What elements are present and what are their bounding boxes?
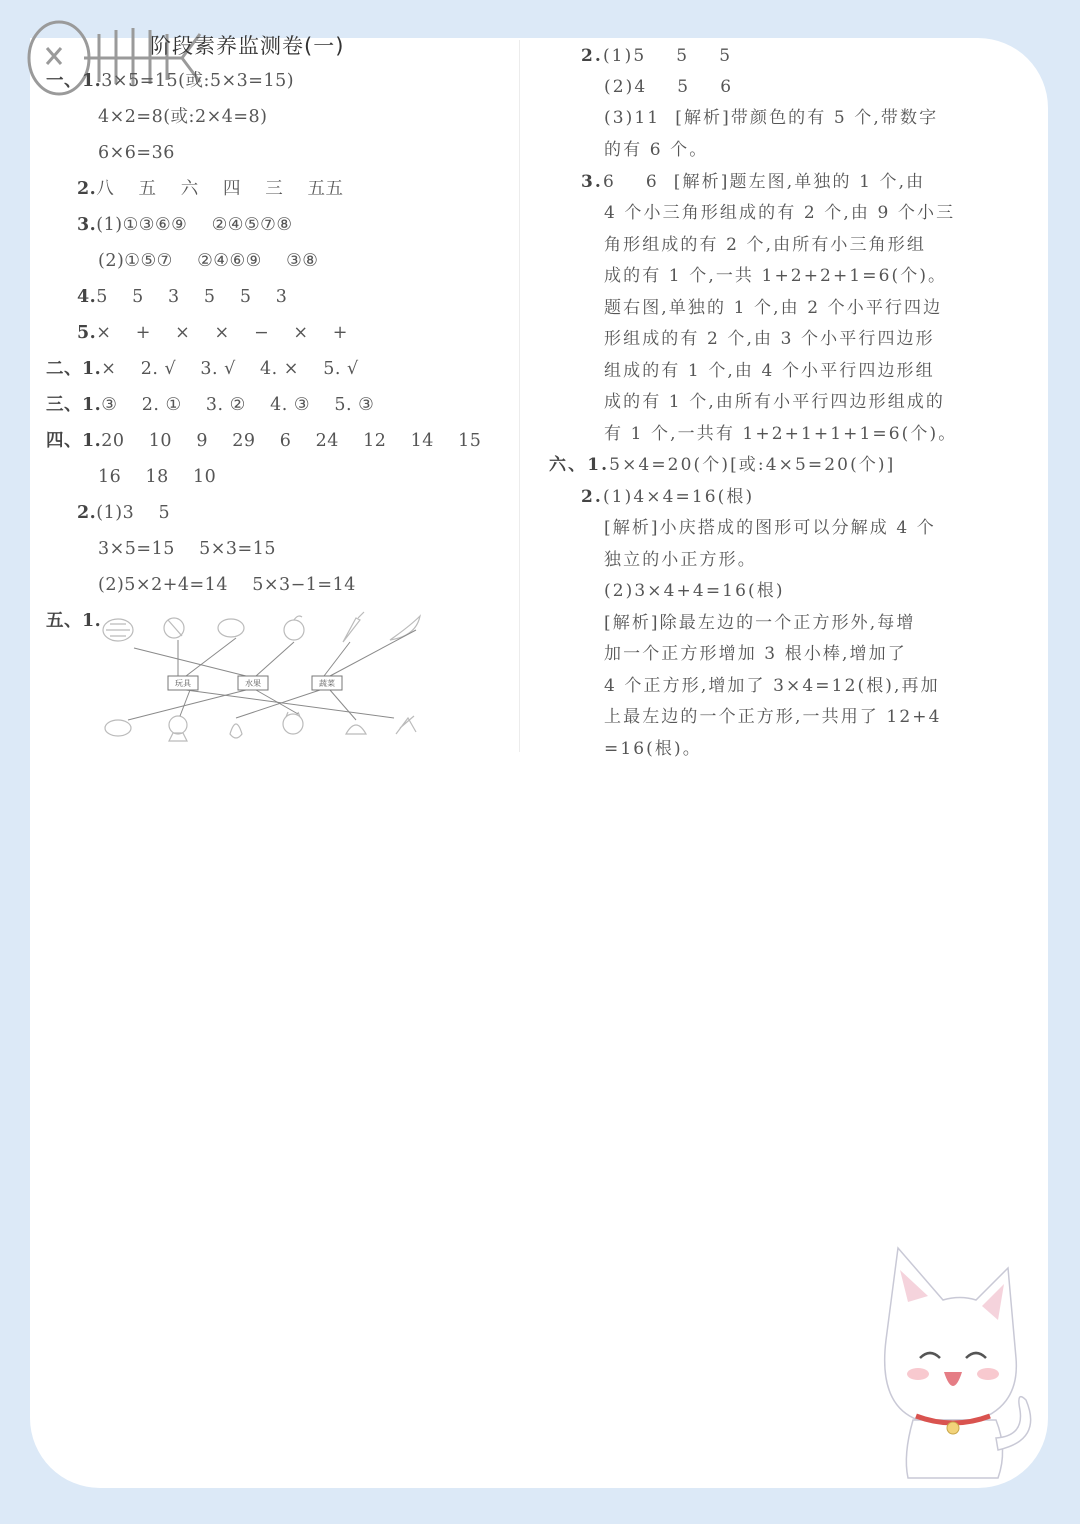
match-box-fruit: 水果 [245,679,261,688]
answer-line [46,609,101,633]
match-box-toys: 玩具 [175,679,191,688]
answer-text: (2)①⑤⑦ ②④⑥⑨ ③⑧ [98,251,319,271]
answer-line [581,44,732,68]
answer-text: 组成的有 1 个,由 4 个小平行四边形组 [604,361,935,381]
answer-line [98,537,276,561]
answer-line [549,453,895,477]
answer-text: 形组成的有 2 个,由 3 个小平行四边形 [604,329,935,349]
answer-line [604,674,940,698]
answer-text: (1)4×4=16(根) [602,487,755,507]
question-number: 3. [77,215,97,235]
answer-text: 4 个正方形,增加了 3×4=12(根),再加 [604,676,940,696]
answer-line [46,429,481,453]
question-number: 一、1. [46,71,102,91]
answer-text: =16(根)。 [604,739,702,759]
answer-text: [解析]小庆搭成的图形可以分解成 4 个 [604,518,936,538]
answer-text: (2)5×2+4=14 5×3−1=14 [98,575,356,595]
question-number: 3. [581,172,603,192]
answer-line [98,105,268,129]
question-number: 4. [77,287,97,307]
question-number: 三、1. [46,395,102,415]
answer-text: (2)4 5 6 [604,77,734,97]
answer-text: 上最左边的一个正方形,一共用了 12+4 [604,707,942,727]
answer-text: (1)①③⑥⑨ ②④⑤⑦⑧ [96,215,293,235]
answer-line [604,611,915,635]
answer-line [581,170,925,194]
answer-text: 独立的小正方形。 [604,550,757,570]
answer-text: (3)11 [解析]带颜色的有 5 个,带数字 [604,108,939,128]
answer-line [77,177,344,201]
answer-text: [解析]除最左边的一个正方形外,每增 [604,613,916,633]
question-number: 5. [77,323,97,343]
answer-line [604,327,935,351]
answer-text: (1)5 5 5 [602,46,733,66]
answer-line [77,285,287,309]
answer-text: 加一个正方形增加 3 根小棒,增加了 [604,644,907,664]
match-box-vegetables: 蔬菜 [319,679,335,688]
answer-line [604,264,947,288]
answer-line [46,69,294,93]
answer-text: 6×6=36 [98,143,175,163]
answer-line [604,737,702,761]
answer-line [604,548,757,572]
answer-line [98,141,175,165]
question-number: 四、1. [46,431,102,451]
answer-text: 题右图,单独的 1 个,由 2 个小平行四边 [604,298,943,318]
answer-line [98,249,319,273]
answer-text: 有 1 个,一共有 1+2+1+1+1=6(个)。 [604,424,958,444]
column-divider [519,40,520,752]
answer-line [604,390,945,414]
answer-text: × + × × − × + [96,323,348,343]
answer-line [46,357,359,381]
answer-text: 16 18 10 [98,467,217,487]
answer-line [77,213,293,237]
answer-text: 6 6 [解析]题左图,单独的 1 个,由 [602,172,926,192]
question-number: 2. [581,487,603,507]
answer-text: 成的有 1 个,由所有小平行四边形组成的 [604,392,946,412]
answer-line [604,75,733,99]
answer-line [98,465,216,489]
answer-line [581,485,754,509]
cat-illustration-icon [848,1240,1038,1485]
answer-text: 5×4=20(个)[或:4×5=20(个)] [609,455,896,475]
answer-text: ③ 2. ① 3. ② 4. ③ 5. ③ [101,395,375,415]
answer-line [98,573,356,597]
question-number: 2. [581,46,603,66]
answer-line [77,501,170,525]
answer-text: 3×5=15(或:5×3=15) [101,71,295,91]
answer-text: 3×5=15 5×3=15 [98,539,276,559]
question-number: 五、1. [46,611,102,631]
answer-text: 5 5 3 5 5 3 [96,287,288,307]
answer-line [604,296,942,320]
answer-line [604,642,907,666]
question-number: 六、1. [549,455,610,475]
answer-text: 4×2=8(或:2×4=8) [98,107,268,127]
answer-line [46,393,374,417]
answer-text: 角形组成的有 2 个,由所有小三角形组 [604,235,926,255]
answer-line [604,138,708,162]
answer-line [604,233,926,257]
answer-text: 20 10 9 29 6 24 12 14 15 [101,431,482,451]
matching-diagram [98,608,428,753]
answer-text: × 2. √ 3. √ 4. × 5. √ [101,359,359,379]
question-number: 2. [77,179,97,199]
answer-line [77,321,348,345]
answer-line [604,705,942,729]
answer-line [604,201,955,225]
question-number: 2. [77,503,97,523]
answer-line [604,106,938,130]
answer-text: 成的有 1 个,一共 1+2+2+1=6(个)。 [604,266,948,286]
answer-line [604,359,935,383]
answer-text: 的有 6 个。 [604,140,709,160]
answer-line [604,579,785,603]
answer-line [604,422,957,446]
answer-line [604,516,936,540]
question-number: 二、1. [46,359,102,379]
answer-text: (1)3 5 [96,503,171,523]
answer-text: 八 五 六 四 三 五五 [96,179,344,199]
page-title: 阶段素养监测卷(一) [150,34,345,58]
answer-text: 4 个小三角形组成的有 2 个,由 9 个小三 [604,203,956,223]
answer-text: (2)3×4+4=16(根) [604,581,785,601]
